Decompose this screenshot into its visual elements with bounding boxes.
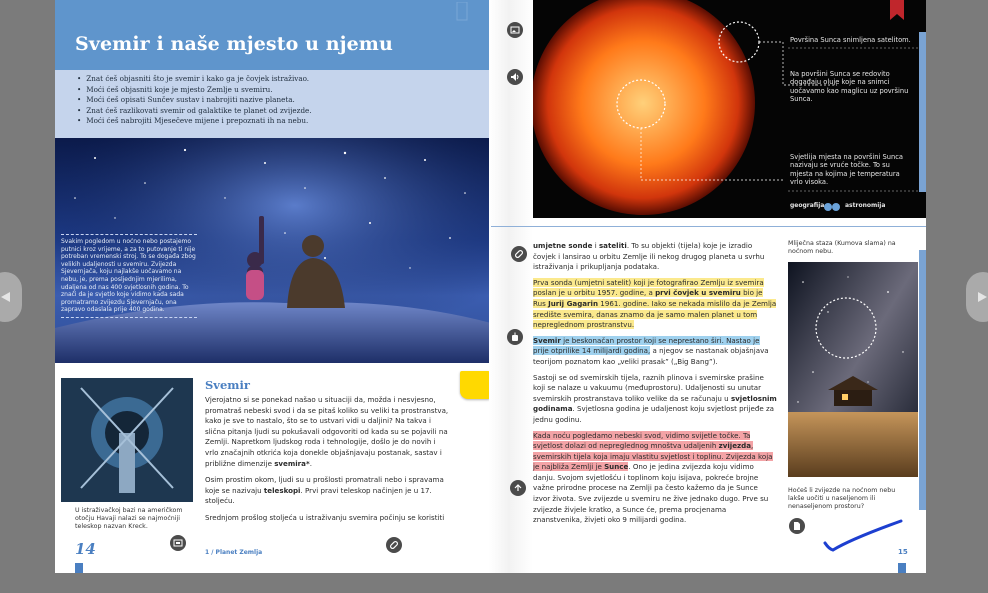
telescope-caption: U istraživačkoj bazi na američkom otočju Havaji nalazi se najmoćniji teleskop nazvan Kreck.: [75, 507, 183, 530]
upload-icon: [513, 483, 523, 493]
learning-goals-list: [77, 74, 312, 127]
document-icon: [792, 521, 802, 531]
sun-caption-3: Svjetlija mjesta na površini Sunca nazivaju se vruće točke. To su mjesta na kojima je temperatura vrlo visoka.: [790, 153, 903, 186]
link-icon: [514, 249, 524, 259]
share-button[interactable]: [510, 480, 526, 496]
milky-way-illustration: [788, 262, 918, 477]
page-tab-left: [75, 563, 83, 573]
gallery-button[interactable]: [170, 535, 186, 551]
link-icon: [389, 540, 399, 550]
previous-page-button[interactable]: [0, 272, 22, 322]
link-button[interactable]: [386, 537, 402, 553]
tag-geography: geografija: [790, 202, 825, 209]
handwritten-checkmark: [821, 517, 905, 555]
link-button-right[interactable]: [511, 246, 527, 262]
audio-button[interactable]: [507, 69, 523, 85]
goal-item: • Moći ćeš nabrojiti Mjesečeve mijene i prepoznati ih na nebu.: [77, 116, 312, 127]
section-title: Svemir: [205, 378, 250, 392]
page-tab-right: [898, 563, 906, 573]
paragraph: Osim prostim okom, ljudi su u prošlosti promatrali nebo i spravama koje se nazivaju teleskopi. Prvi pravi teleskop načinjen je u 17. stoljeću.: [205, 475, 444, 506]
notes-button[interactable]: [789, 518, 805, 534]
paragraph: Vjerojatno si se ponekad našao u situaciji da, možda i nesvjesno, promatraš nebeski svod i da se pitaš koliko su veliki ta prostranstva, kako je sve to nastalo, što se to ustvari vidi u daljini? Na takva i slična pitanja ljudi su pokušavali odgovoriti od kada su se pojavili na Zemlji. Napretkom ljudskog roda i tehnologije, došlo je do novih i vrlo značajnih otkrića koja donekle objašnjavaju postanak, sastav i približne dimenzije svemira*.: [205, 395, 449, 468]
goal-item: • Moći ćeš objasniti koje je mjesto Zemlje u svemiru.: [77, 85, 312, 96]
image-icon: [173, 538, 183, 548]
telescope-photo: [61, 378, 193, 502]
paragraph: Sastoji se od svemirskih tijela, raznih plinova i svemirske prašine koji se nalaze u vakuumu (međuprostoru). Udaljenosti su unutar svemirskih prostranstava toliko velike da se računaju u svjetlosnim godinama. Svjetlosna godina je udaljenost koju svjetlost prijeđe za jednu godinu.: [533, 372, 777, 424]
binoculars-icon: [823, 200, 841, 212]
highlighted-paragraph: Prva sonda (umjetni satelit) koji je fotografirao Zemlju iz svemira poslan je u orbitu 1957. godine, a prvi čovjek u svemiru bio je Rus Jurij Gagarin 1961. godine. Iako se nekada mislilo da je Zemlja središte svemira, danas znamo da je samo malen planet u tom nepreglednom prostranstvu.: [533, 277, 777, 330]
chapter-footer: 1 / Planet Zemlja: [205, 549, 263, 556]
sun-caption-1: Površina Sunca snimljena satelitom.: [790, 36, 911, 44]
goal-item: • Moći ćeš opisati Sunčev sustav i nabrojiti nazive planeta.: [77, 95, 312, 106]
paragraph: umjetne sonde i sateliti. To su objekti (tijela) koje je izradio čovjek i lansirao u orbitu Zemlje ili nekog drugog planeta u svrhu istraživanja i prikupljanja podataka.: [533, 241, 765, 272]
goal-item: • Znat ćeš razlikovati svemir od galaktike te planet od zvijezde.: [77, 106, 312, 117]
bookmark-outline-icon[interactable]: [455, 2, 469, 22]
page-number-right: 15: [898, 548, 908, 556]
arrow-right-icon: [976, 290, 988, 304]
right-edge-strip-lower: [919, 250, 926, 510]
highlighted-paragraph: Svemir je beskonačan prostor koji se neprestano širi. Nastao je prije otprilike 14 milijardi godina, a njegov se nastanak objašnjava teorijom poznatom kao „veliki prasak” („Big Bang”).: [533, 335, 769, 366]
image-icon: [510, 25, 520, 35]
next-page-button[interactable]: [966, 272, 988, 322]
left-body-text: [205, 395, 451, 530]
page-title: Svemir i naše mjesto u njemu: [75, 33, 393, 55]
section-divider: [491, 226, 926, 227]
paragraph: Srednjom prošlog stoljeća u istraživanju svemira počinju se koristiti: [205, 512, 445, 522]
sticky-note-button[interactable]: [460, 371, 490, 399]
right-edge-strip: [919, 32, 926, 192]
highlighted-paragraph: Kada noću pogledamo nebeski svod, vidimo svijetle točke. Ta svjetlost dolazi od nepreglednog mnoštva udaljenih zvijezda, svemirskih tijela koja imaju vlastitu svjetlost i toplinu. Zvijezda koja je najbliža Zemlji je Sunce. Ono je jedina zvijezda koju vidimo danju. Svojom svjetlošću i toplinom koju isijava, pokreće brojne važne prirodne procese na Zemlji pa često kažemo da je Sunce izvor života. Sve zvijezde u svemiru ne žive jednako dugo. Prve su zvijezde živjele kratko, a Sunce će, prema procjenama znanstvenika, živjeti oko 9 milijardi godina.: [533, 430, 773, 525]
telescope-illustration: [61, 378, 193, 502]
quiz-button[interactable]: [507, 329, 523, 345]
milky-way-photo: [788, 262, 918, 477]
milky-way-caption: Mliječna staza (Kumova slama) na noćnom nebu.: [788, 240, 896, 255]
speaker-icon: [510, 72, 520, 82]
book-spread: [55, 0, 926, 573]
photo-caption: Svakim pogledom u noćno nebo postajemo putnici kroz vrijeme, a za to putovanje ti nije potreban vremenski stroj. To se događa zbog velikih udaljenosti u svemiru. Zvijezda Sjevernjača, koju najlakše uočavamo na nebu, je, prema posljednjim mjerilima, udaljena od nas 400 svjetlosnih godina. To znači da je svjetlo koje vidimo kada sada promatramo zvijezdu Sjevernjaču, ona zapravo odaslala prije 400 godina.: [61, 234, 197, 318]
right-body-text: [533, 241, 777, 531]
tag-astronomy: astronomija: [845, 202, 886, 209]
image-view-button[interactable]: [507, 22, 523, 38]
goal-item: • Znat ćeš objasniti što je svemir i kako ga je čovjek istraživao.: [77, 74, 312, 85]
sun-caption-2: Na površini Sunca se redovito događaju oluje koje na snimci uočavamo kao maglicu uz površinu Sunca.: [790, 70, 909, 103]
page-number-left: 14: [75, 540, 96, 558]
robot-icon: [510, 332, 520, 342]
arrow-left-icon: [0, 290, 12, 304]
question-caption: Hoćeš li zvijezde na noćnom nebu lakše uočiti u naseljenom ili nenaseljenom prostoru?: [788, 487, 896, 510]
